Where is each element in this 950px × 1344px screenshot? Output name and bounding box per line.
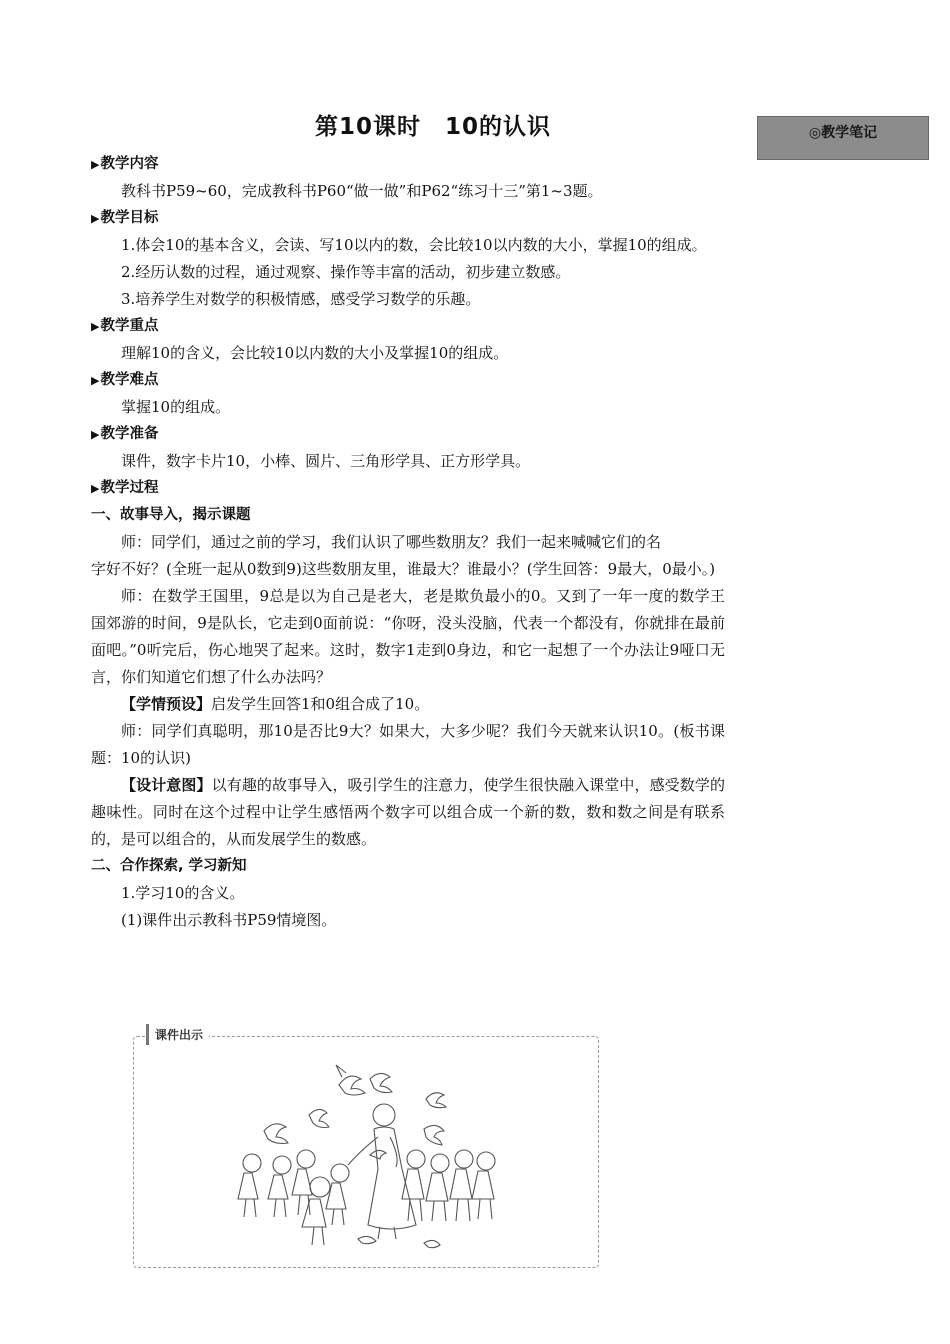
- lesson-title: 第10课时 10的认识: [314, 114, 551, 140]
- goal-item: 3.培养学生对数学的积极情感，感受学习数学的乐趣。: [121, 290, 481, 308]
- child-figure: [450, 1150, 473, 1221]
- courseware-label: 课件出示: [146, 1024, 209, 1045]
- teacher-paragraph: 师：同学们真聪明，那10是否比9大？如果大，大多少呢？我们今天就来认识10。(板书课题：10的认识): [91, 722, 725, 767]
- child-figure: [238, 1154, 261, 1217]
- section-heading-difficulty: ▶教学难点: [91, 372, 159, 388]
- design-paragraph: 【设计意图】以有趣的故事导入，吸引学生的注意力，使学生很快融入课堂中，感受数学的趣味性。同时在这个过程中让学生感悟两个数字可以组合成一个新的数，数和数之间是有联系的，是可以组合的，从而发展学生的数感。: [91, 776, 725, 848]
- dove-icon: [358, 1236, 376, 1243]
- story-paragraph-line: 师：同学们，通过之前的学习，我们认识了哪些数朋友？我们一起来喊喊它们的名: [121, 533, 662, 551]
- key-text: 理解10的含义，会比较10以内数的大小及掌握10的组成。: [121, 344, 509, 362]
- story-paragraph-line: 字好不好？(全班一起从0数到9)这些数朋友里，谁最大？谁最小？(学生回答：9最大，0最小。): [91, 560, 716, 578]
- step-item: 1.学习10的含义。: [121, 884, 245, 902]
- triangle-bullet-icon: ▶: [91, 212, 100, 225]
- dove-icon: [424, 1125, 444, 1145]
- section-heading-goals: ▶教学目标: [91, 210, 159, 226]
- section-heading-prep: ▶教学准备: [91, 426, 159, 442]
- scene-illustration: [134, 1037, 598, 1267]
- section-heading-content: ▶教学内容: [91, 156, 159, 172]
- triangle-bullet-icon: ▶: [91, 374, 100, 387]
- lesson-content: [91, 151, 725, 934]
- child-figure: [426, 1154, 449, 1221]
- preset-paragraph: 【学情预设】启发学生回答1和0组合成了10。: [121, 695, 430, 713]
- goal-item: 2.经历认数的过程，通过观察、操作等丰富的活动，初步建立数感。: [121, 263, 571, 281]
- goal-item: 1.体会10的基本含义，会读、写10以内的数，会比较10以内数的大小，掌握10的组成。: [121, 236, 707, 254]
- content-text: 教科书P59~60，完成教科书P60“做一做”和P62“练习十三”第1~3题。: [121, 182, 603, 200]
- triangle-bullet-icon: ▶: [91, 320, 100, 333]
- dove-icon: [370, 1073, 392, 1092]
- dove-icon: [309, 1109, 329, 1127]
- triangle-bullet-icon: ▶: [91, 158, 100, 171]
- dove-icon: [370, 1150, 386, 1159]
- courseware-figure: [133, 1036, 599, 1268]
- difficulty-text: 掌握10的组成。: [121, 398, 231, 416]
- part2-heading: 二、合作探索, 学习新知: [91, 858, 247, 874]
- child-figure: [472, 1152, 495, 1219]
- child-figure: [326, 1164, 349, 1225]
- part1-heading: 一、故事导入，揭示课题: [91, 507, 251, 523]
- story-paragraph: 师：在数学王国里，9总是以为自己是老大，老是欺负最小的0。又到了一年一度的数学王国郊游的时间，9是队长，它走到0面前说：“你呀，没头没脑，代表一个都没有，你就排在最前面吧。”0听完后，伤心地哭了起来。这时，数字1走到0身边，和它一起想了一个办法让9哑口无言，你们知道它们想了什么办法吗？: [91, 587, 725, 686]
- teacher-figure: [348, 1104, 416, 1239]
- teaching-notes-tab[interactable]: ◎教学笔记: [757, 116, 929, 160]
- dove-icon: [424, 1240, 440, 1247]
- design-tag: 【设计意图】: [121, 776, 212, 794]
- dove-icon: [264, 1124, 288, 1144]
- preset-tag: 【学情预设】: [121, 695, 212, 713]
- dove-icon: [426, 1093, 446, 1108]
- prep-text: 课件，数字卡片10，小棒、圆片、三角形学具、正方形学具。: [121, 452, 531, 470]
- child-figure: [302, 1177, 330, 1245]
- triangle-bullet-icon: ▶: [91, 428, 100, 441]
- section-heading-key: ▶教学重点: [91, 318, 159, 334]
- triangle-bullet-icon: ▶: [91, 482, 100, 495]
- section-heading-process: ▶教学过程: [91, 480, 159, 496]
- dove-icon: [336, 1065, 365, 1095]
- child-figure: [268, 1156, 291, 1217]
- step-item: (1)课件出示教科书P59情境图。: [121, 911, 337, 929]
- child-figure: [402, 1150, 425, 1221]
